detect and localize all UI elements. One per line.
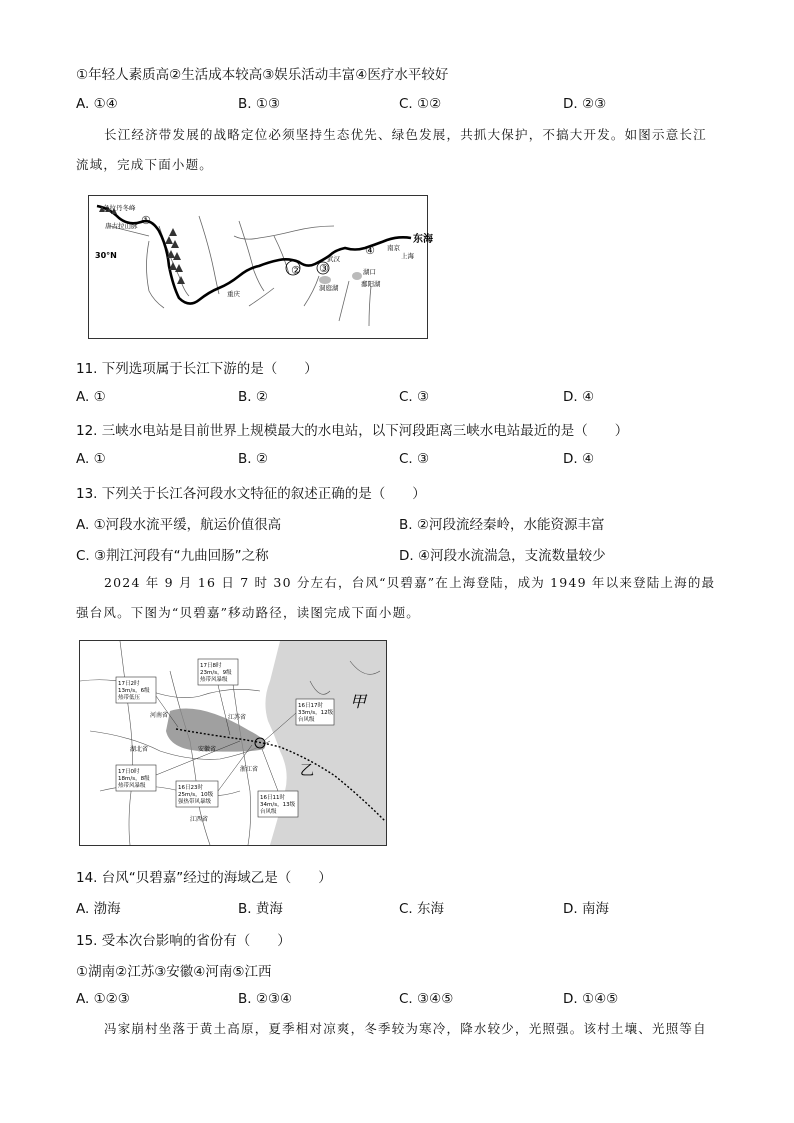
option-b[interactable]: B. 黄海 xyxy=(238,901,283,917)
option-a[interactable]: A. 渤海 xyxy=(76,901,121,917)
option-a[interactable]: A. ①②③ xyxy=(76,991,130,1007)
svg-text:23m/s，9级: 23m/s，9级 xyxy=(200,670,232,676)
svg-text:17日8时: 17日8时 xyxy=(200,663,222,669)
callout-17-8 xyxy=(198,659,238,685)
svg-text:台风级: 台风级 xyxy=(260,809,277,815)
option-c[interactable]: C. ③ xyxy=(399,451,430,467)
hukou-label: 湖口 xyxy=(363,268,376,276)
sea-yi-label: 乙 xyxy=(300,763,314,779)
callout-16-17 xyxy=(296,699,334,725)
dongting-label: 洞庭湖 xyxy=(319,284,339,292)
jiangsu-label: 江苏省 xyxy=(228,714,247,721)
option-b[interactable]: B. ①③ xyxy=(238,96,281,112)
option-a[interactable]: A. ①④ xyxy=(76,96,118,112)
option-a[interactable]: A. ① xyxy=(76,451,106,467)
svg-text:17日0时: 17日0时 xyxy=(118,769,140,775)
option-b[interactable]: B. ②③④ xyxy=(238,991,293,1007)
latitude-label: 30°N xyxy=(95,251,117,260)
svg-text:13m/s，6级: 13m/s，6级 xyxy=(118,688,150,694)
range-label: 唐古拉山脉 xyxy=(105,222,138,230)
option-a[interactable]: A. ① xyxy=(76,389,106,405)
q13-stem: 13. 下列关于长江各河段水文特征的叙述正确的是（ ） xyxy=(76,486,426,502)
peak-label: 各拉丹冬峰 xyxy=(103,204,136,212)
chongqing-label: 重庆 xyxy=(227,290,240,298)
marker-1: ① xyxy=(141,214,151,227)
svg-text:热带低压: 热带低压 xyxy=(118,695,141,701)
passage-yangtze xyxy=(76,120,716,180)
q15-stem: 15. 受本次台影响的省份有（ ） xyxy=(76,933,291,949)
option-d[interactable]: D. ④河段水流湍急，支流数量较少 xyxy=(399,548,606,564)
wuhan-label: 武汉 xyxy=(327,255,340,263)
poyang-lake xyxy=(352,272,362,280)
option-c[interactable]: C. 东海 xyxy=(399,901,445,917)
passage-yangtze-text: 长江经济带发展的战略定位必须坚持生态优先、绿色发展，共抓大保护，不搞大开发。如图示意长江流域，完成下面小题。 xyxy=(76,127,707,172)
option-c[interactable]: C. ①② xyxy=(399,96,442,112)
svg-text:33m/s，12级: 33m/s，12级 xyxy=(298,710,334,716)
anhui-label: 安徽省 xyxy=(198,746,217,753)
option-b[interactable]: B. ② xyxy=(238,451,268,467)
dongting-lake xyxy=(319,276,331,284)
callout-17-2 xyxy=(116,677,156,703)
option-d[interactable]: D. ④ xyxy=(563,451,595,467)
svg-text:强热带风暴级: 强热带风暴级 xyxy=(178,799,212,805)
hubei-label: 湖北省 xyxy=(130,746,149,753)
option-d[interactable]: D. ①④⑤ xyxy=(563,991,619,1007)
option-b[interactable]: B. ② xyxy=(238,389,268,405)
jiangxi-label: 江西省 xyxy=(190,816,209,823)
svg-text:台风级: 台风级 xyxy=(298,717,315,723)
option-a[interactable]: A. ①河段水流平缓，航运价值很高 xyxy=(76,517,282,533)
q15-sub-choices: ①湖南②江苏③安徽④河南⑤江西 xyxy=(76,964,272,980)
svg-text:热带风暴级: 热带风暴级 xyxy=(118,783,146,789)
option-d[interactable]: D. ②③ xyxy=(563,96,607,112)
east-sea-label: 东海 xyxy=(413,234,433,245)
option-d[interactable]: D. 南海 xyxy=(563,901,609,917)
q10-sub-choices: ①年轻人素质高②生活成本较高③娱乐活动丰富④医疗水平较好 xyxy=(76,67,449,83)
yangtze-map xyxy=(88,195,433,339)
svg-text:18m/s，8级: 18m/s，8级 xyxy=(118,776,150,782)
svg-text:16日11时: 16日11时 xyxy=(260,795,285,801)
svg-text:16日23时: 16日23时 xyxy=(178,785,203,791)
poyang-label: 鄱阳湖 xyxy=(361,280,381,288)
svg-text:17日2时: 17日2时 xyxy=(118,681,140,687)
svg-text:34m/s，13级: 34m/s，13级 xyxy=(260,802,296,808)
option-c[interactable]: C. ③ xyxy=(399,389,430,405)
q11-stem: 11. 下列选项属于长江下游的是（ ） xyxy=(76,361,318,377)
q14-stem: 14. 台风“贝碧嘉”经过的海域乙是（ ） xyxy=(76,870,332,886)
passage-typhoon xyxy=(76,568,716,628)
typhoon-track-map xyxy=(79,640,387,846)
svg-text:热带风暴级: 热带风暴级 xyxy=(200,677,228,683)
option-d[interactable]: D. ④ xyxy=(563,389,595,405)
passage-typhoon-text: 2024 年 9 月 16 日 7 时 30 分左右，台风“贝碧嘉”在上海登陆，成为 1949 年以来登陆上海的最强台风。下图为“贝碧嘉”移动路径，读图完成下面小题。 xyxy=(76,575,716,620)
svg-text:25m/s，10级: 25m/s，10级 xyxy=(178,792,214,798)
marker-2: ② xyxy=(291,264,301,277)
q12-stem: 12. 三峡水电站是目前世界上规模最大的水电站，以下河段距离三峡水电站最近的是（ ） xyxy=(76,423,629,439)
henan-label: 河南省 xyxy=(150,712,169,719)
zhejiang-label: 浙江省 xyxy=(240,766,259,773)
option-b[interactable]: B. ②河段流经秦岭，水能资源丰富 xyxy=(399,517,605,533)
callout-16-11 xyxy=(258,791,298,817)
passage-village xyxy=(76,1014,716,1044)
sea-jia-label: 甲 xyxy=(350,692,367,711)
svg-text:16日17时: 16日17时 xyxy=(298,703,323,709)
nanjing-label: 南京 xyxy=(387,244,400,252)
passage-village-text: 冯家崩村坐落于黄土高原，夏季相对凉爽，冬季较为寒冷，降水较少，光照强。该村土壤、光照等自 xyxy=(104,1021,707,1036)
option-c[interactable]: C. ③④⑤ xyxy=(399,991,454,1007)
marker-3: ③ xyxy=(319,262,329,275)
option-c[interactable]: C. ③荆江河段有“九曲回肠”之称 xyxy=(76,548,269,564)
marker-4: ④ xyxy=(365,244,375,257)
callout-16-23 xyxy=(176,781,218,807)
shanghai-label: 上海 xyxy=(401,252,414,260)
callout-17-0 xyxy=(116,765,156,791)
